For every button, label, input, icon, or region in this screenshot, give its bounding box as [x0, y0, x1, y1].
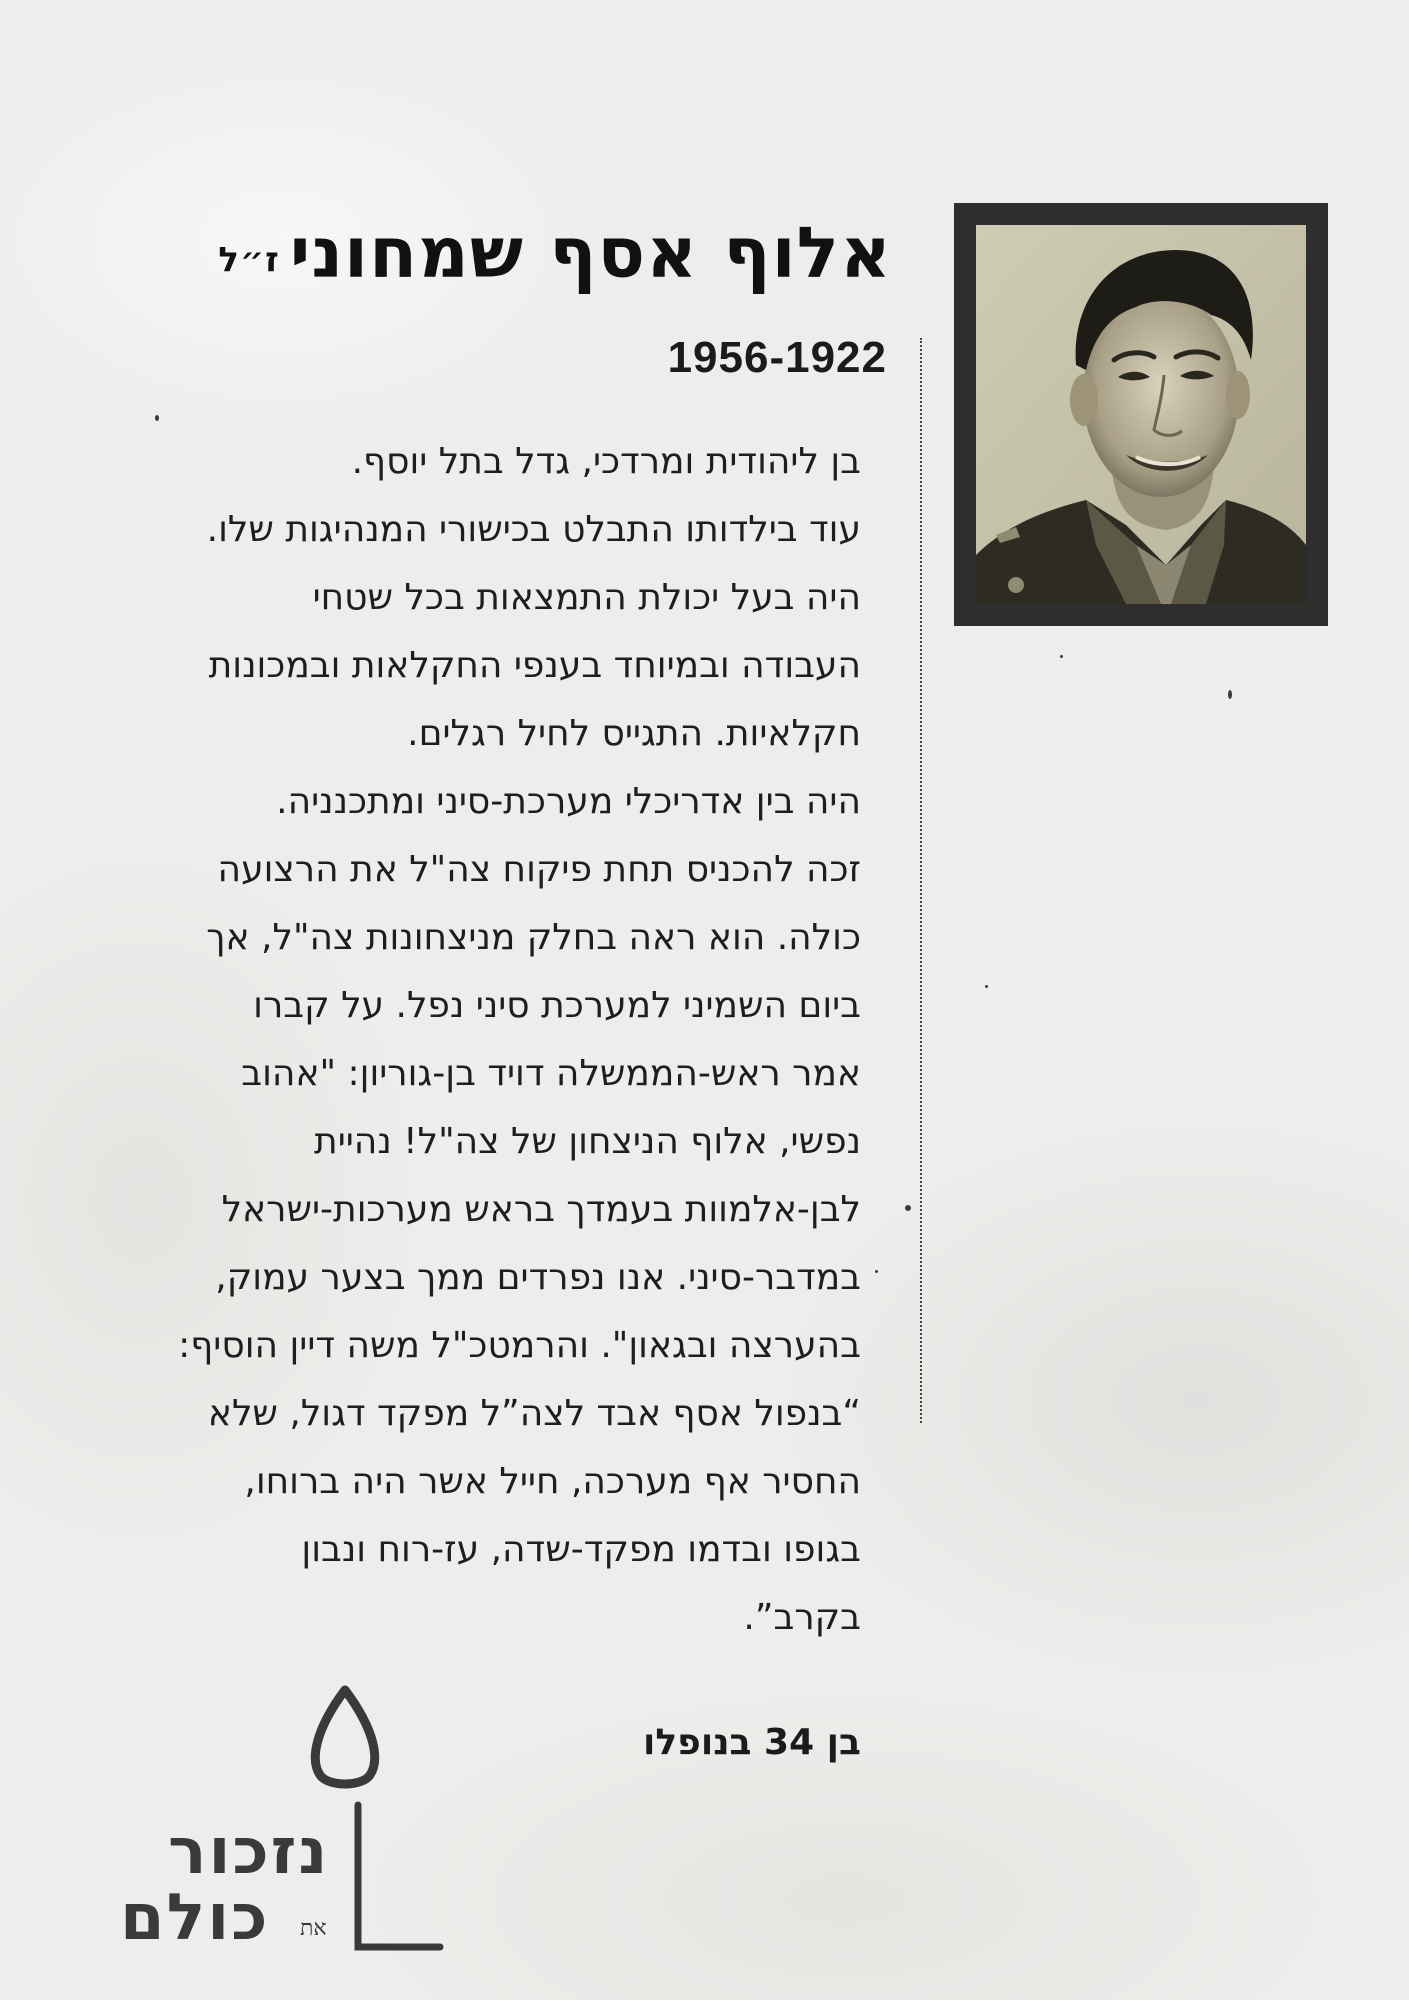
paper-speck	[1060, 655, 1063, 658]
title-name: אלוף אסף שמחוני	[289, 212, 892, 294]
bio-line: זכה להכניס תחת פיקוח צה"ל את הרצועה	[217, 849, 861, 890]
bio-line: בהערצה ובגאון". והרמטכ"ל משה דיין הוסיף:	[178, 1325, 861, 1366]
dotted-divider	[920, 338, 922, 1423]
paper-speck	[985, 985, 988, 988]
paper-speck	[155, 415, 159, 421]
bio-line: “בנפול אסף אבד לצה”ל מפקד דגול, שלא	[207, 1393, 861, 1434]
paper-speck	[905, 1205, 911, 1211]
bio-line: כולה. הוא ראה בחלק מניצחונות צה"ל, אך	[206, 917, 861, 958]
logo-text-small: את	[300, 1916, 327, 1941]
bio-line: לבן-אלמוות בעמדך בראש מערכות-ישראל	[221, 1189, 861, 1230]
bio-line: בן ליהודית ומרדכי, גדל בתל יוסף.	[351, 441, 861, 482]
life-years: 1956-1922	[667, 333, 887, 382]
paper-speck	[875, 1270, 878, 1273]
bio-line: עוד בילדותו התבלט בכישורי המנהיגות שלו.	[206, 509, 861, 550]
title-honorific: ז״ל	[218, 240, 280, 280]
remember-logo	[110, 1675, 450, 1965]
portrait-frame	[954, 203, 1328, 626]
bio-line: החסיר אף מערכה, חייל אשר היה ברוחו,	[244, 1461, 861, 1502]
age-at-death: בן 34 בנופלו	[643, 1722, 861, 1763]
bio-line: במדבר-סיני. אנו נפרדים ממך בצער עמוק,	[215, 1257, 861, 1298]
bio-line: נפשי, אלוף הניצחון של צה"ל! נהיית	[314, 1121, 861, 1162]
page-title	[218, 208, 892, 305]
portrait-illustration	[976, 225, 1306, 604]
bio-line: בקרב”.	[743, 1597, 861, 1638]
bio-line: העבודה ובמיוחד בענפי החקלאות ובמכונות	[208, 645, 861, 686]
logo-text-bottom: כולם	[120, 1881, 270, 1955]
biography-text	[141, 428, 861, 1652]
bio-line: ביום השמיני למערכת סיני נפל. על קברו	[253, 985, 861, 1026]
paper-speck	[1228, 690, 1232, 699]
bio-line: חקלאיות. התגייס לחיל רגלים.	[407, 713, 861, 754]
bio-line: היה בעל יכולת התמצאות בכל שטחי	[312, 577, 861, 618]
bio-line: בגופו ובדמו מפקד-שדה, עז-רוח ונבון	[301, 1529, 861, 1570]
bio-line: אמר ראש-הממשלה דויד בן-גוריון: "אהוב	[241, 1053, 861, 1094]
portrait-photo	[976, 225, 1306, 604]
bio-line: היה בין אדריכלי מערכת-סיני ומתכנניה.	[276, 781, 861, 822]
logo-text-top: נזכור	[168, 1815, 330, 1889]
